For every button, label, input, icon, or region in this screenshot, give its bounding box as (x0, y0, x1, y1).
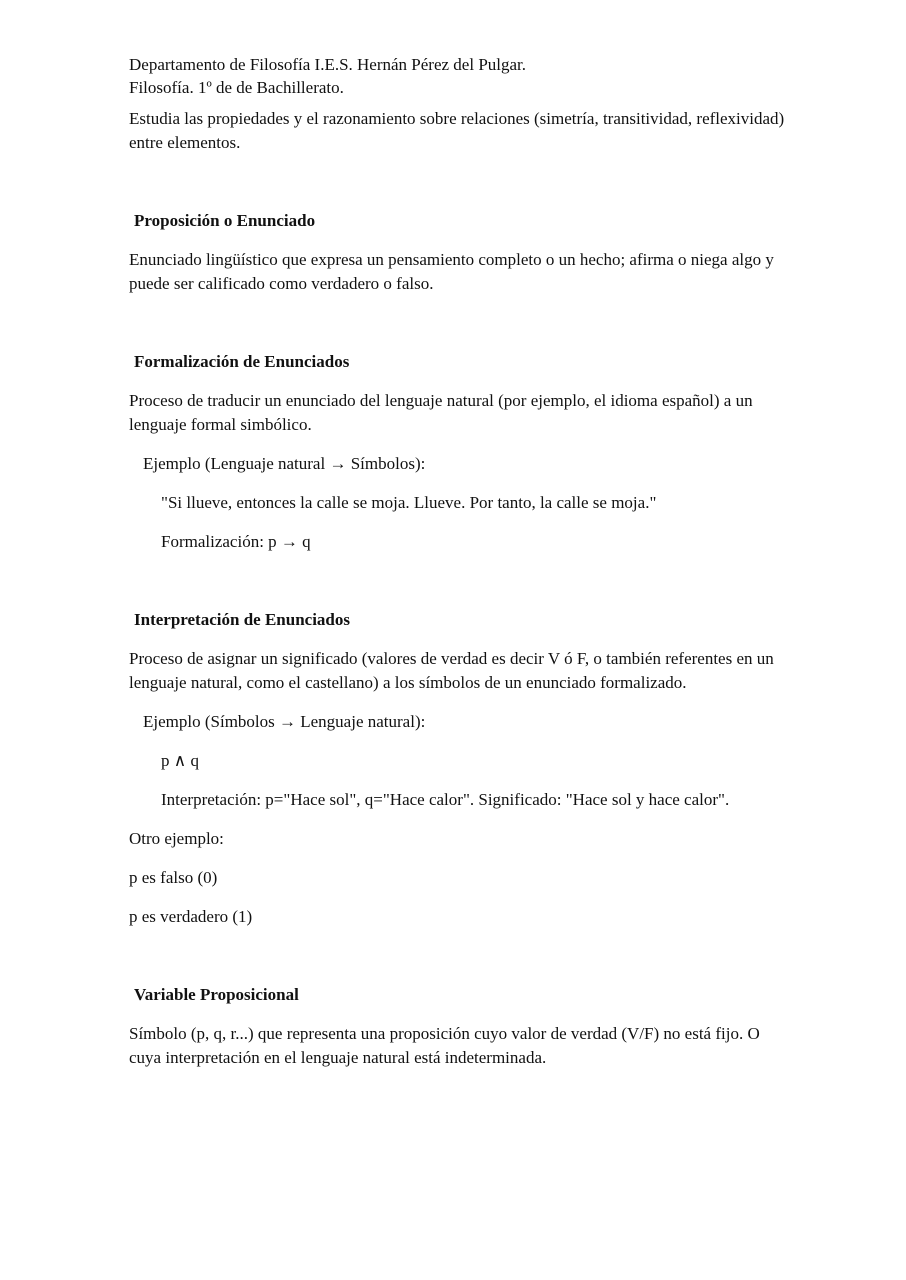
section-title: Variable Proposicional (134, 985, 299, 1004)
section-title: Formalización de Enunciados (134, 352, 350, 371)
example-label: Ejemplo (Lenguaje natural → Símbolos): (143, 454, 426, 473)
intro-paragraph: Estudia las propiedades y el razonamiento sobre relaciones (simetría, transitividad, reflexividad) entre elementos. (129, 109, 785, 152)
other-example-true: p es verdadero (1) (129, 907, 253, 926)
other-example-false: p es falso (0) (129, 868, 218, 887)
example-formula: p ∧ q (161, 751, 199, 770)
example-formalization: Formalización: p → q (161, 532, 311, 551)
section-body: Proceso de asignar un significado (valores de verdad es decir V ó F, o también referentes en un lenguaje natural, como el castellano) a los símbolos de un enunciado formalizado. (129, 649, 774, 692)
example-label: Ejemplo (Símbolos → Lenguaje natural): (143, 712, 426, 731)
example-interpretation: Interpretación: p="Hace sol", q="Hace calor". Significado: "Hace sol y hace calor". (161, 790, 730, 809)
section-title: Proposición o Enunciado (134, 211, 316, 230)
example-quote: "Si llueve, entonces la calle se moja. Llueve. Por tanto, la calle se moja." (161, 493, 657, 512)
section-body: Proceso de traducir un enunciado del lenguaje natural (por ejemplo, el idioma español) a un lenguaje formal simbólico. (129, 391, 753, 434)
section-title: Interpretación de Enunciados (134, 610, 350, 629)
section-variable (129, 983, 789, 1070)
document-header (129, 53, 789, 99)
department-line: Departamento de Filosofía I.E.S. Hernán Pérez del Pulgar. (129, 55, 527, 74)
section-body: Enunciado lingüístico que expresa un pensamiento completo o un hecho; afirma o niega algo y puede ser calificado como verdadero o falso. (129, 250, 774, 293)
course-line: Filosofía. 1º de de Bachillerato. (129, 78, 344, 97)
section-formalizacion (129, 350, 789, 554)
section-body: Símbolo (p, q, r...) que representa una proposición cuyo valor de verdad (V/F) no está fijo. O cuya interpretación en el lenguaje natural está indeterminada. (129, 1024, 760, 1067)
document-page (129, 53, 789, 1070)
other-example-label: Otro ejemplo: (129, 829, 224, 848)
section-interpretacion (129, 608, 789, 929)
section-proposicion (129, 209, 789, 296)
